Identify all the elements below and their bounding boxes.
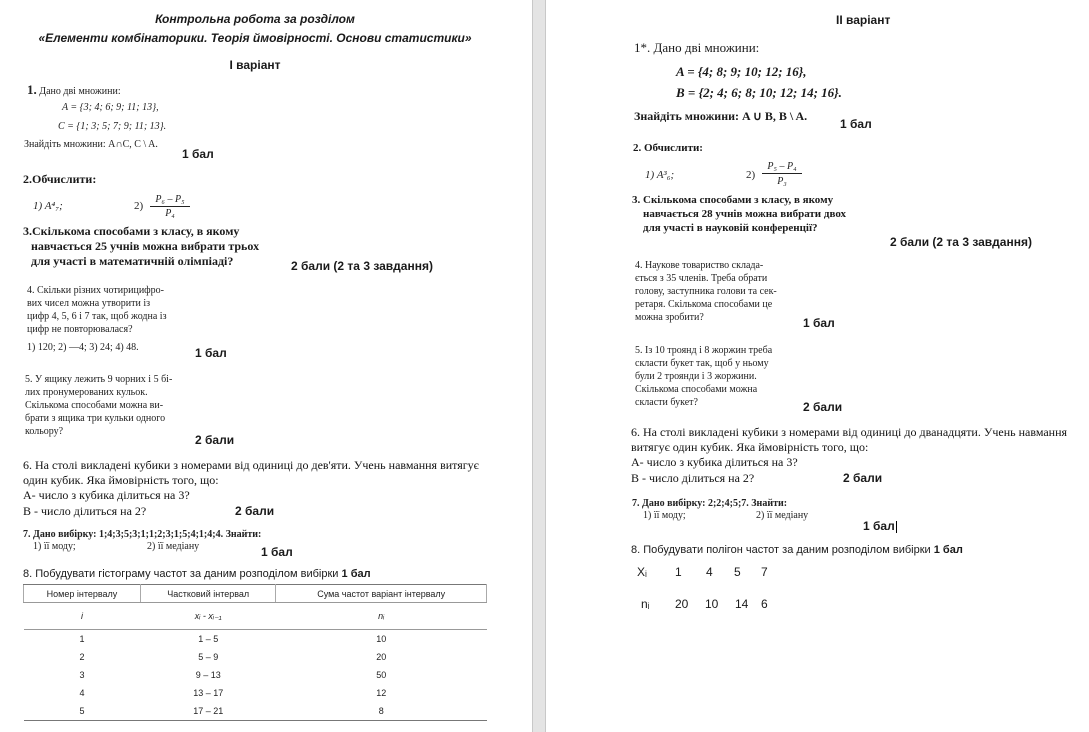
right-q8-n-value: 10 xyxy=(705,597,719,611)
left-q4-points: 1 бал xyxy=(195,346,227,360)
left-q2-heading: 2.Обчислити: xyxy=(23,172,97,186)
left-q8-text: 8. Побудувати гістограму частот за даним розподілом вибірки xyxy=(23,568,339,580)
left-q1-set-a: A = {3; 4; 6; 9; 11; 13}, xyxy=(62,102,159,113)
left-q2-fraction-denominator: P₄ xyxy=(165,208,175,219)
text-cursor xyxy=(896,521,897,533)
right-q7-mode: 1) її моду; xyxy=(643,510,686,521)
right-q1-set-a: A = {4; 8; 9; 10; 12; 16}, xyxy=(676,64,807,79)
right-q1-points: 1 бал xyxy=(840,117,872,131)
right-q6-line-1: 6. На столі викладені кубики з номерами від одиниці до дванадцяти. Учень навмання xyxy=(631,425,1068,439)
left-q8-points: 1 бал xyxy=(341,568,371,580)
right-q4-line-1: 4. Наукове товариство склада- xyxy=(635,260,764,271)
right-q6-option-a: А- число з кубика ділиться на 3? xyxy=(631,455,798,469)
left-q6-option-a: А- число з кубика ділиться на 3? xyxy=(23,488,190,502)
right-q5-line-5: скласти букет? xyxy=(635,397,698,408)
right-q8-x-label: Xᵢ xyxy=(637,565,647,579)
left-q5-points: 2 бали xyxy=(195,433,235,447)
table-cell: 5 – 9 xyxy=(198,652,219,662)
left-q6-line-1: 6. На столі викладені кубики з номерами від одиниці до дев'яти. Учень навмання витягує xyxy=(23,458,479,472)
right-q3-line-1: 3. Скількома способами з класу, в якому xyxy=(632,194,834,206)
left-q7-mode: 1) її моду; xyxy=(33,541,76,552)
left-q5-line-3: Скількома способами можна ви- xyxy=(25,400,164,411)
left-q4-line-3: цифр 4, 5, 6 і 7 так, щоб жодна із xyxy=(27,311,167,322)
table-cell: 1 – 5 xyxy=(198,634,219,644)
right-q7-points: 1 бал xyxy=(863,519,895,533)
left-q3-points: 2 бали (2 та 3 завдання) xyxy=(291,259,433,273)
table-row xyxy=(24,630,487,649)
table-header: Сума частот варіант інтервалу xyxy=(276,585,487,603)
right-q4-line-2: ється з 35 членів. Треба обрати xyxy=(635,273,768,284)
left-q4-line-4: цифр не повторювалася? xyxy=(27,324,133,335)
title-line-1: Контрольна робота за розділом xyxy=(155,12,355,26)
right-q5-line-3: були 2 троянди і 3 жоржини. xyxy=(635,371,757,382)
table-cell: 3 xyxy=(79,670,85,680)
left-q4-answers: 1) 120; 2) —4; 3) 24; 4) 48. xyxy=(27,342,139,353)
left-q4-line-1: 4. Скільки різних чотирицифро- xyxy=(27,285,164,296)
right-q2-fraction-numerator: P₅ – P₄ xyxy=(762,161,802,174)
right-q6-option-b: В - число ділиться на 2? xyxy=(631,471,755,485)
right-q3-line-3: для участі в науковій конференції? xyxy=(643,222,818,234)
right-q5-line-4: Скількома способами можна xyxy=(635,384,758,395)
right-q2-fraction-denominator: P₃ xyxy=(777,176,787,187)
right-q8-n-value: 14 xyxy=(735,597,749,611)
right-q7-median: 2) її медіану xyxy=(756,510,809,521)
left-q2-fraction-numerator: P₆ – P₅ xyxy=(150,194,190,207)
variant-1-heading: І варіант xyxy=(229,58,281,72)
right-q8-n-value: 20 xyxy=(675,597,689,611)
right-q4-line-3: голову, заступника голови та сек- xyxy=(635,286,777,297)
right-q8-x-value: 4 xyxy=(706,565,713,579)
table-cell: 1 xyxy=(79,634,85,644)
left-q3-line-3: для участі в математичній олімпіаді? xyxy=(31,254,234,268)
table-subheader: xᵢ - xᵢ₋₁ xyxy=(140,603,275,630)
right-q5-line-1: 5. Із 10 троянд і 8 жоржин треба xyxy=(635,345,773,356)
right-q5-points: 2 бали xyxy=(803,400,843,414)
left-q1-set-c: C = {1; 3; 5; 7; 9; 11; 13}. xyxy=(58,121,167,132)
table-row xyxy=(24,648,487,666)
table-cell: 5 xyxy=(24,702,141,721)
table-row xyxy=(24,702,487,721)
frequency-table xyxy=(23,584,487,721)
right-q2-item-1: 1) A³₆; xyxy=(645,169,675,181)
left-q2-item-2: 2) xyxy=(134,200,144,212)
table-subheader: nᵢ xyxy=(276,603,487,630)
left-q1-number: 1. xyxy=(27,82,37,97)
table-cell: 20 xyxy=(376,652,387,662)
left-q4-line-2: вих чисел можна утворити із xyxy=(27,298,151,309)
table-cell: 13 – 17 xyxy=(193,688,224,698)
left-q6-line-2: один кубик. Яка ймовірність того, що: xyxy=(23,473,219,487)
right-q5-line-2: скласти букет так, щоб у ньому xyxy=(635,358,769,369)
right-q8-x-value: 7 xyxy=(761,565,768,579)
left-q1-task: Знайдіть множини: A∩C, C \ A. xyxy=(24,139,158,150)
left-q7-line-1: 7. Дано вибірку: 1;4;3;5;3;1;1;2;3;1;5;4;1;4;4. Знайти: xyxy=(23,529,262,540)
left-q3-line-1: 3.Скількома способами з класу, в якому xyxy=(23,224,240,238)
right-q1-set-b: B = {2; 4; 6; 8; 10; 12; 14; 16}. xyxy=(676,85,842,100)
table-header: Частковий інтервал xyxy=(140,585,275,603)
right-q7-line-1: 7. Дано вибірку: 2;2;4;5;7. Знайти: xyxy=(632,498,788,509)
variant-2-heading: ІІ варіант xyxy=(836,13,891,27)
table-cell: 8 xyxy=(276,702,487,721)
left-q1-points: 1 бал xyxy=(182,147,214,161)
right-q4-points: 1 бал xyxy=(803,316,835,330)
left-q5-line-5: кольору? xyxy=(25,426,64,437)
right-q6-line-2: витягує один кубик. Яка ймовірність того, що: xyxy=(631,440,869,454)
right-q8-text: 8. Побудувати полігон частот за даним розподілом вибірки xyxy=(631,544,931,556)
right-q4-line-5: можна зробити? xyxy=(635,312,704,323)
left-q5-line-4: брати з ящика три кульки одного xyxy=(25,413,166,424)
table-row xyxy=(24,684,487,702)
left-q5-line-1: 5. У ящику лежить 9 чорних і 5 бі- xyxy=(25,374,173,385)
right-q8-n-value: 6 xyxy=(761,597,768,611)
right-q3-points: 2 бали (2 та 3 завдання) xyxy=(890,235,1032,249)
left-q6-option-b: В - число ділиться на 2? xyxy=(23,504,147,518)
table-cell: 12 xyxy=(376,688,387,698)
left-q5-line-2: лих пронумерованих кульок. xyxy=(25,387,148,398)
right-q8-n-label: nᵢ xyxy=(641,597,650,611)
left-q3-line-2: навчається 25 учнів можна вибрати трьох xyxy=(31,239,260,253)
left-q7-median: 2) її медіану xyxy=(147,541,200,552)
table-cell: 4 xyxy=(79,688,85,698)
right-q4-line-4: ретаря. Скількома способами це xyxy=(635,299,773,310)
table-cell: 50 xyxy=(376,670,387,680)
table-cell: 17 – 21 xyxy=(140,702,275,721)
right-q1-lead: 1*. Дано дві множини: xyxy=(634,40,760,55)
right-q3-line-2: навчається 28 учнів можна вибрати двох xyxy=(643,208,847,220)
right-q8-x-value: 1 xyxy=(675,565,682,579)
right-q8-x-value: 5 xyxy=(734,565,741,579)
table-cell: 2 xyxy=(79,652,85,662)
right-q1-task: Знайдіть множини: A ∪ B, B \ A. xyxy=(634,109,808,123)
left-q6-points: 2 бали xyxy=(235,504,275,518)
right-q8-points: 1 бал xyxy=(933,544,963,556)
table-cell: 10 xyxy=(376,634,387,644)
table-row xyxy=(24,666,487,684)
right-q6-points: 2 бали xyxy=(843,471,883,485)
title-line-2: «Елементи комбінаторики. Теорія ймовірності. Основи статистики» xyxy=(38,31,472,45)
table-cell: 9 – 13 xyxy=(195,670,221,680)
right-q2-item-2: 2) xyxy=(746,169,756,181)
right-q2-heading: 2. Обчислити: xyxy=(633,142,703,154)
left-q2-item-1: 1) A⁴₇; xyxy=(33,200,63,212)
table-subheader: i xyxy=(24,603,141,630)
left-q7-points: 1 бал xyxy=(261,545,293,559)
page-divider xyxy=(532,0,546,732)
left-q1-lead: Дано дві множини: xyxy=(39,86,121,97)
table-header: Номер інтервалу xyxy=(24,585,141,603)
